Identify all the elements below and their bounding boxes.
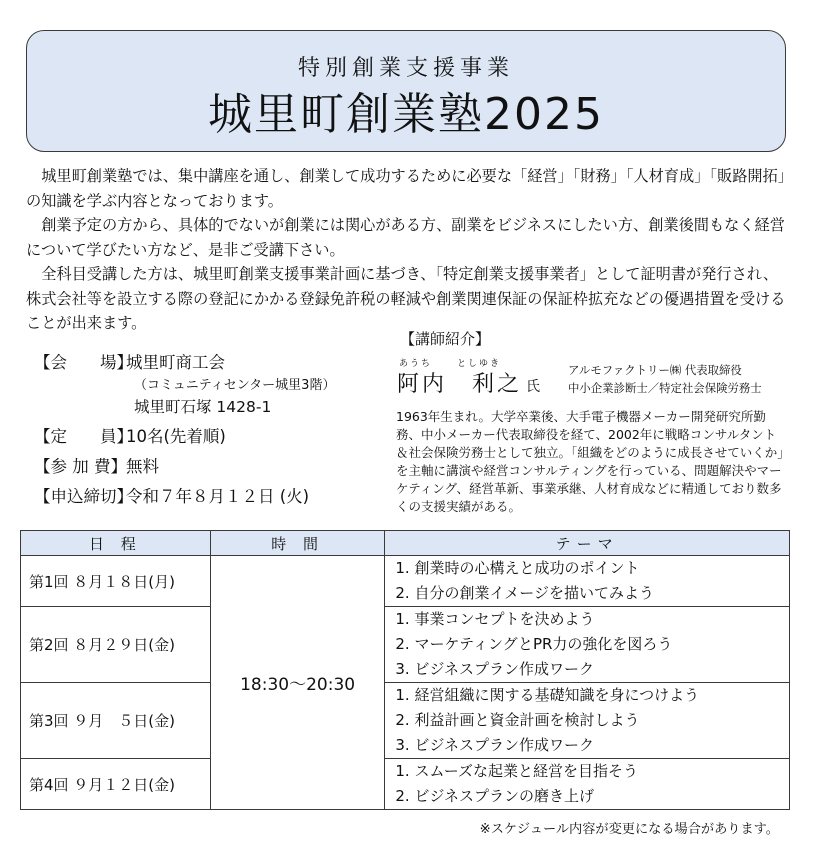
instructor-name-text: 阿内 利之: [397, 372, 523, 397]
theme-item: 2. ビジネスプランの磨き上げ: [395, 787, 594, 805]
session-date: 第4回 ９月１２日(金): [21, 759, 211, 810]
capacity-row: [34, 426, 226, 448]
theme-item: 2. マーケティングとPR力の強化を図ろう: [395, 635, 673, 653]
capacity-label: 【定 員】: [34, 427, 133, 446]
affiliation-line: アルモファクトリー㈱ 代表取締役: [568, 363, 742, 377]
instructor-heading: 【講師紹介】: [400, 330, 491, 348]
theme-item: 3. ビジネスプラン作成ワーク: [395, 660, 594, 678]
venue-row: [34, 352, 225, 374]
fee-row: [34, 456, 159, 478]
schedule-table: [20, 530, 790, 810]
schedule-note: ※スケジュール内容が変更になる場合があります。: [479, 822, 779, 837]
theme-item: 2. 自分の創業イメージを描いてみよう: [395, 584, 654, 602]
page-title: 城里町創業塾2025: [208, 89, 604, 140]
deadline-label: 【申込締切】: [34, 487, 133, 506]
theme-item: 2. 利益計画と資金計画を検討しよう: [395, 711, 640, 729]
intro-text: [26, 164, 790, 336]
affiliation-line: 中小企業診断士／特定社会保険労務士: [568, 381, 762, 395]
session-themes: [385, 683, 790, 759]
session-time: 18:30～20:30: [210, 556, 385, 810]
theme-item: 3. ビジネスプラン作成ワーク: [395, 736, 594, 754]
table-row: [21, 683, 790, 759]
theme-item: 1. 経営組織に関する基礎知識を身につけよう: [395, 686, 700, 704]
intro-paragraph: 創業予定の方から、具体的でないが創業には関心がある方、副業をビジネスにしたい方、創業後間もなく経営について学びたい方など、是非ご受講下さい。: [26, 216, 785, 259]
venue-note: （コミュニティセンター城里3階）: [134, 378, 336, 393]
subtitle: 特別創業支援事業: [297, 56, 514, 81]
instructor-bio: 1963年生まれ。大学卒業後、大手電子機器メーカー開発研究所勤務、中小メーカー代表取締役を経て、2002年に戦略コンサルタント＆社会保険労務士として独立。「組織をどのように成長させていくか」を主軸に講演や経営コンサルティングを行っている、問題解決やマーケティング、経営革新、事業承継、人材育成などに精通しており数多くの支援実績がある。: [396, 409, 784, 514]
session-themes: [385, 607, 790, 683]
ruby-family: あうち: [399, 359, 433, 369]
column-header: 時 間: [210, 531, 385, 556]
deadline-row: [34, 486, 309, 508]
theme-item: 1. 事業コンセプトを決めよう: [395, 610, 595, 628]
theme-item: 1. スムーズな起業と経営を目指そう: [395, 762, 638, 780]
table-row: [21, 556, 790, 607]
session-themes: [385, 556, 790, 607]
fee-value: 無料: [126, 457, 159, 476]
theme-item: 1. 創業時の心構えと成功のポイント: [395, 559, 640, 577]
deadline-value: 令和７年８月１２日 (火): [126, 487, 310, 506]
session-date: 第2回 ８月２９日(金): [21, 607, 211, 683]
capacity-value: 10名(先着順): [126, 427, 226, 446]
session-date: 第3回 ９月 ５日(金): [21, 683, 211, 759]
table-row: [21, 607, 790, 683]
column-header: テーマ: [385, 531, 790, 556]
table-row: [21, 759, 790, 810]
column-header: 日 程: [21, 531, 211, 556]
intro-paragraph: 城里町創業塾では、集中講座を通し、創業して成功するために必要な「経営」「財務」「人材育成」「販路開拓」の知識を学ぶ内容となっております。: [26, 167, 786, 210]
fee-label: 【参 加 費】: [34, 457, 127, 476]
honorific: 氏: [526, 379, 541, 395]
venue-address: 城里町石塚 1428-1: [134, 398, 272, 416]
session-themes: [385, 759, 790, 810]
session-date: 第1回 ８月１８日(月): [21, 556, 211, 607]
title-banner: [26, 30, 786, 152]
table-header-row: [21, 531, 790, 556]
ruby-given: としゆき: [457, 359, 502, 369]
venue-value: 城里町商工会: [126, 353, 225, 372]
venue-label: 【会 場】: [34, 353, 133, 372]
intro-paragraph: 全科目受講した方は、城里町創業支援事業計画に基づき、「特定創業支援事業者」として証明書が発行され、株式会社等を設立する際の登記にかかる登録免許税の軽減や創業関連保証の保証枠拡充などの優遇措置を受けることが出来ます。: [26, 265, 786, 332]
instructor-name: [397, 367, 540, 398]
